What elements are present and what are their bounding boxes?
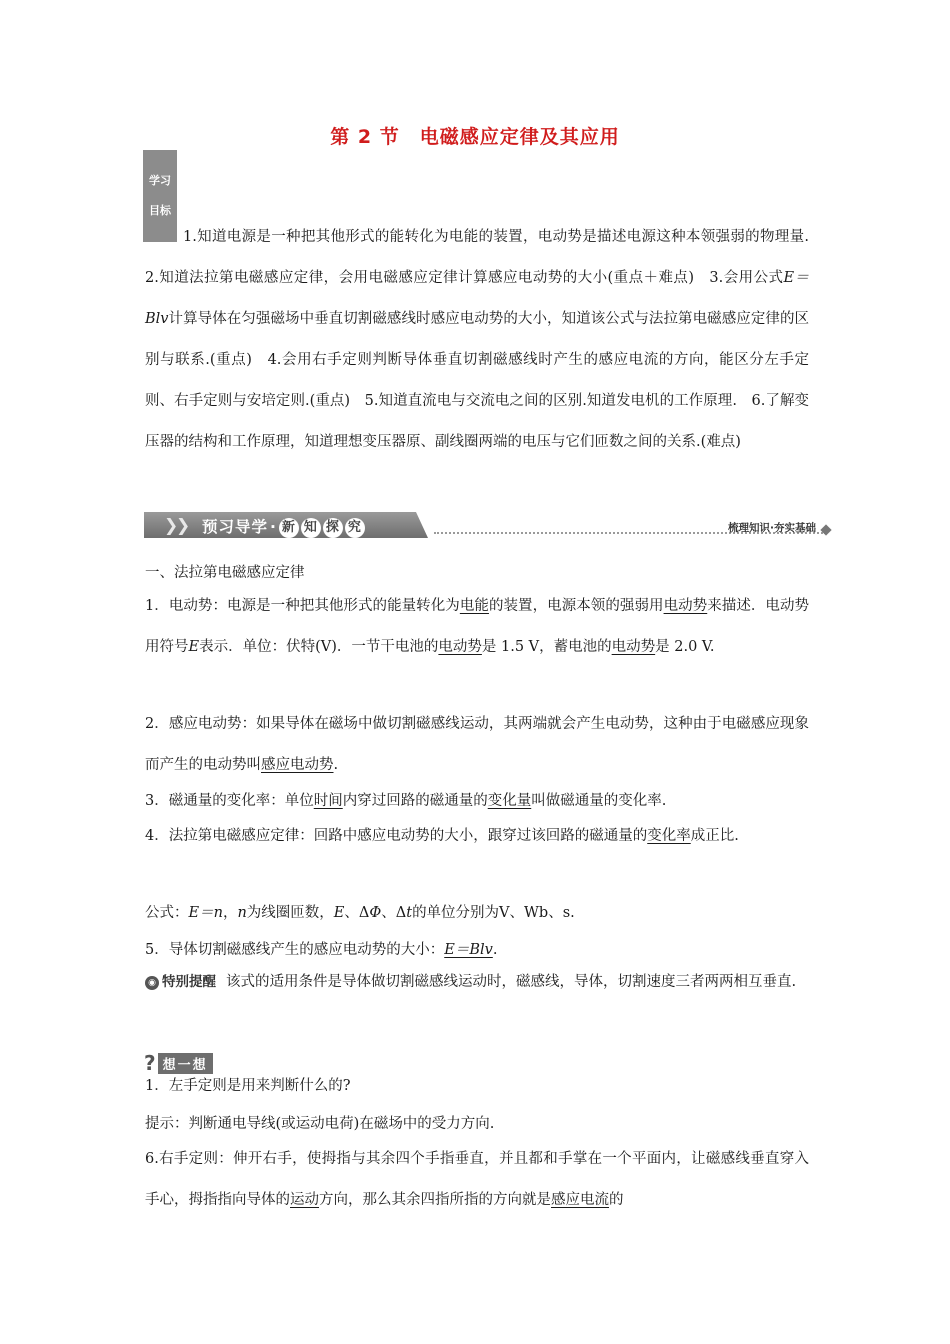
think-question: 1．左手定则是用来判断什么的? [145, 1078, 351, 1094]
paragraph-6: 6.右手定则：伸开右手，使拇指与其余四个手指垂直，并且都和手掌在一个平面内，让磁感线垂直穿入手心，拇指指向导体的运动方向，那么其余四指所指的方向就是感应电流的 [145, 1151, 809, 1208]
chevron-right-icon: ❯ [176, 516, 191, 536]
think-label: ? 想一想 [144, 1051, 213, 1071]
page-title: 第 2 节 电磁感应定律及其应用 [330, 126, 620, 148]
banner-title: 预习导学 · 新 知 探 究 [202, 515, 367, 538]
paragraph-3: 3．磁通量的变化率：单位时间内穿过回路的磁通量的变化量叫做磁通量的变化率. [145, 793, 667, 809]
badge-line-1: 学习 [149, 174, 171, 187]
formula-line: 公式：E＝n，n为线圈匝数，E、ΔΦ、Δt的单位分别为V、Wb、s. [145, 905, 575, 921]
banner-subtitle: 梳理知识·夯实基础 [728, 522, 816, 534]
question-mark-icon: ? [144, 1051, 156, 1075]
section-heading: 一、法拉第电磁感应定律 [145, 565, 305, 581]
paragraph-1: 1．电动势：电源是一种把其他形式的能量转化为电能的装置，电源本领的强弱用电动势来描述．电动势用符号E表示．单位：伏特(V)．一节干电池的电动势是 1.5 V，蓄电池的电动势是 2.0 V. [145, 598, 810, 655]
badge-line-2: 目标 [149, 204, 171, 217]
tip-label: 特别提醒 [162, 974, 216, 990]
tip-icon: ◉ [145, 976, 159, 990]
tip-text: 该式的适用条件是导体做切割磁感线运动时，磁感线，导体，切割速度三者两两相互垂直. [226, 974, 797, 990]
chevron-right-icon: ❯ [164, 516, 179, 536]
section-banner [144, 512, 834, 540]
objectives-paragraph: 1.知道电源是一种把其他形式的能转化为电能的装置，电动势是描述电源这种本领强弱的物理量. 2.知道法拉第电磁感应定律，会用电磁感应定律计算感应电动势的大小(重点＋难点) 3.会用公式E＝Blv计算导体在匀强磁场中垂直切割磁感线时感应电动势的大小，知道该公式与法拉第电磁感应定律的区别与联系.(重点) 4.会用右手定则判断导体垂直切割磁感线时产生的感应电流的方向，能区分左手定则、右手定则与安培定则.(重点) 5.知道直流电与交流电之间的区别.知道发电机的工作原理. 6.了解变压器的结构和工作原理，知道理想变压器原、副线圈两端的电压与它们匝数之间的关系.(难点) [145, 229, 824, 450]
paragraph-5: 5．导体切割磁感线产生的感应电动势的大小：E＝Blv. [145, 942, 498, 958]
paragraph-4: 4．法拉第电磁感应定律：回路中感应电动势的大小，跟穿过该回路的磁通量的变化率成正比. [145, 828, 739, 844]
think-answer: 提示：判断通电导线(或运动电荷)在磁场中的受力方向. [145, 1116, 495, 1132]
special-tip [145, 962, 809, 1003]
paragraph-2: 2．感应电动势：如果导体在磁场中做切割磁感线运动，其两端就会产生电动势，这种由于电磁感应现象而产生的电动势叫感应电动势. [145, 716, 809, 773]
